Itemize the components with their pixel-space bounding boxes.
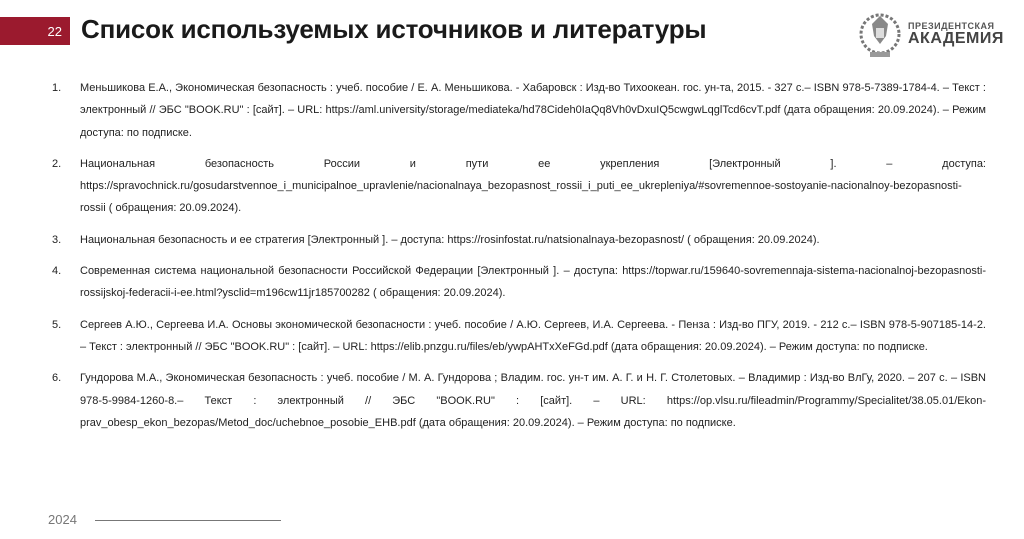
reference-item (52, 314, 986, 359)
footer-divider (95, 520, 281, 521)
reference-number: 2. (52, 157, 62, 170)
logo-line2: АКАДЕМИЯ (908, 30, 1004, 47)
reference-item (52, 367, 986, 434)
slide-title: Список используемых источников и литературы (81, 14, 707, 44)
reference-text: Гундорова М.А., Экономическая безопасность : учеб. пособие / М. А. Гундорова ; Владим. гос. ун-т им. А. Г. и Н. Г. Столетовых. – Владимир : Изд-во ВлГу, 2020. – 207 с. – ISBN 978-5-9984-1260-8.– Текст : электронный // ЭБС "BOOK.RU" : [сайт]. – URL: https://op.vlsu.ru/fileadmin/Programmy/Specialitet/38.05.01/Ekon-prav_obesp_ekon_bezopas/Metod_doc/uchebnoe_posobie_EHB.pdf (дата обращения: 20.09.2024). – Режим доступа: по подписке. (80, 372, 986, 429)
reference-list (52, 77, 986, 443)
footer-year: 2024 (48, 512, 77, 527)
emblem-icon (858, 6, 902, 62)
reference-number: 6. (52, 372, 62, 385)
reference-number: 1. (52, 82, 62, 94)
reference-item (52, 77, 986, 144)
reference-number: 4. (52, 265, 62, 278)
reference-number: 3. (52, 233, 62, 246)
reference-text: Сергеев А.Ю., Сергеева И.А. Основы экономической безопасности : учеб. пособие / А.Ю. Сергеев, И.А. Сергеева. - Пенза : Изд-во ПГУ, 2019. - 212 с.– ISBN 978-5-907185-14-2. – Текст : электронный // ЭБС "BOOK.RU" : [сайт]. – URL: https://elib.pnzgu.ru/files/eb/ywpAHTxXeFGd.pdf (дата обращения: 20.09.2024). – Режим доступа: по подписке. (80, 318, 986, 353)
logo-line1: ПРЕЗИДЕНТСКАЯ (908, 21, 995, 31)
academy-logo (858, 6, 1004, 62)
reference-item (52, 260, 986, 305)
reference-text: Меньшикова Е.А., Экономическая безопасность : учеб. пособие / Е. А. Меньшикова. - Хабаровск : Изд-во Тихоокеан. гос. ун-та, 2015. - 327 с.– ISBN 978-5-7389-1784-4. – Текст : электронный // ЭБС "BOOK.RU" : [сайт]. – URL: https://aml.university/storage/mediateka/hd78Cideh0IaQq8Vh0vDxuIQ5cwgwLqglTcd6cvT.pdf (дата обращения: 20.09.2024). – Режим доступа: по подписке. (80, 82, 986, 139)
page-number-badge (0, 17, 70, 45)
reference-number: 5. (52, 318, 62, 331)
page-number: 22 (47, 23, 62, 39)
reference-text: Современная система национальной безопасности Российской Федерации [Электронный ]. – доступа: https://topwar.ru/159640-sovremennaja-sistema-nacionalnoj-bezopasnosti-rossijskoj-federacii-i-ee.html?ysclid=m196cw11jr185700282 ( обращения: 20.09.2024). (80, 265, 986, 300)
reference-item (52, 153, 986, 220)
reference-text: Национальная безопасность России и пути ее укрепления [Электронный ]. – доступа: https://spravochnick.ru/gosudarstvennoe_i_municipalnoe_upravlenie/nacionalnaya_bezopasnost_rossii_i_puti_ee_ukrepleniya/#sovremennoe-sostoyanie-nacionalnoy-bezopasnosti-rossii ( обращения: 20.09.2024). (80, 157, 986, 215)
reference-item (52, 229, 986, 251)
reference-text: Национальная безопасность и ее стратегия [Электронный ]. – доступа: https://rosinfostat.ru/natsionalnaya-bezopasnost/ ( обращения: 20.09.2024). (80, 233, 820, 246)
